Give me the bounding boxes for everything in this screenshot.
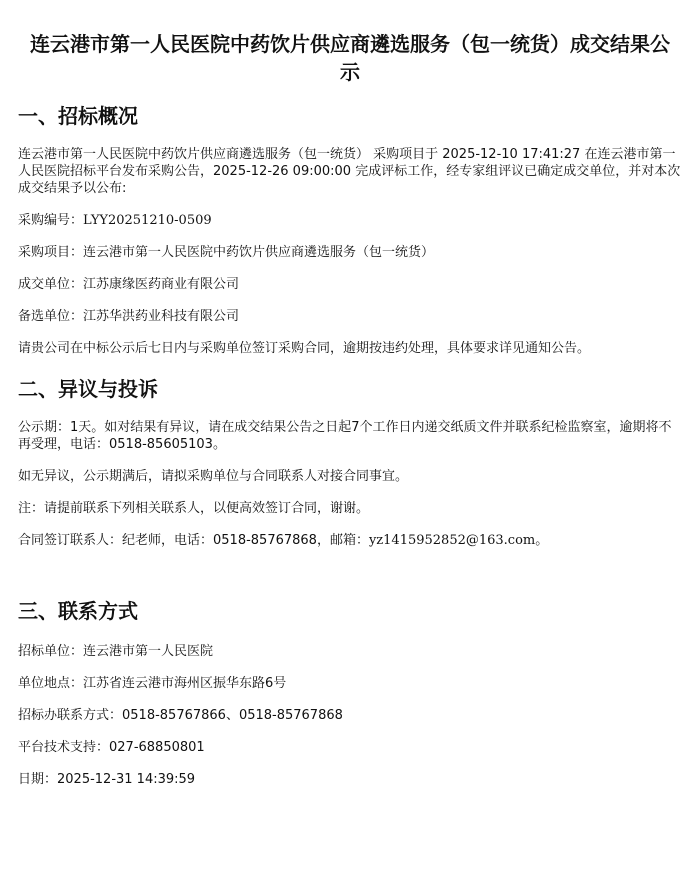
office-phone-row: 招标办联系方式：0518-85767866、0518-85767868 xyxy=(18,708,343,723)
project-label: 采购项目： xyxy=(18,245,84,260)
address-row: 单位地点：江苏省连云港市海州区振华东路6号 xyxy=(18,676,287,691)
project-name: 连云港市第一人民医院中药饮片供应商遴选服务（包一统货） xyxy=(83,245,435,260)
announcement-page xyxy=(18,0,682,788)
tech-support-row: 平台技术支持：027-68850801 xyxy=(18,740,205,755)
no-objection-text: 如无异议，公示期满后，请拟采购单位与合同联系人对接合同事宜。 xyxy=(18,469,409,484)
contract-notice: 请贵公司在中标公示后七日内与采购单位签订采购合同，逾期按违约处理，具体要求详见通知公告。 xyxy=(18,341,591,356)
section-heading-overview: 一、招标概况 xyxy=(18,104,138,128)
note-text: 注：请提前联系下列相关联系人，以便高效签订合同，谢谢。 xyxy=(18,501,370,516)
project-row xyxy=(18,244,682,261)
page-title: 连云港市第一人民医院中药饮片供应商遴选服务（包一统货）成交结果公示 xyxy=(30,32,670,84)
date-row: 日期：2025-12-31 14:39:59 xyxy=(18,772,196,787)
alternate-label: 备选单位： xyxy=(18,309,84,324)
alternate-name: 江苏华洪药业科技有限公司 xyxy=(83,309,240,324)
procurement-number: LYY20251210-0509 xyxy=(83,213,212,228)
overview-intro: 连云港市第一人民医院中药饮片供应商遴选服务（包一统货） 采购项目于 2025-12-10 17:41:27 在连云港市第一人民医院招标平台发布采购公告，2025-12-26 09:00:00 完成评标工作，经专家组评议已确定成交单位，并对本次成交结果予以公布: xyxy=(18,147,681,196)
procurement-number-row xyxy=(18,212,682,229)
alternate-row xyxy=(18,308,682,325)
winner-label: 成交单位： xyxy=(18,277,84,292)
contact-email: yz1415952852@163.com xyxy=(368,533,536,548)
section-heading-contact: 三、联系方式 xyxy=(18,599,138,623)
winner-row xyxy=(18,276,682,293)
contract-contact-label: 合同签订联系人：纪老师，电话：0518-85767868，邮箱： xyxy=(18,533,369,548)
tenderer-row: 招标单位：连云港市第一人民医院 xyxy=(18,644,214,659)
section-heading-objections: 二、异议与投诉 xyxy=(18,377,158,401)
winner-name: 江苏康缘医药商业有限公司 xyxy=(83,277,240,292)
publicity-period: 公示期：1天。如对结果有异议，请在成交结果公告之日起7个工作日内递交纸质文件并联系纪检监察室，逾期将不再受理，电话：0518-85605103。 xyxy=(18,420,672,452)
procurement-number-label: 采购编号： xyxy=(18,213,84,228)
contact-end: 。 xyxy=(535,533,549,548)
contract-contact-row xyxy=(18,532,682,549)
